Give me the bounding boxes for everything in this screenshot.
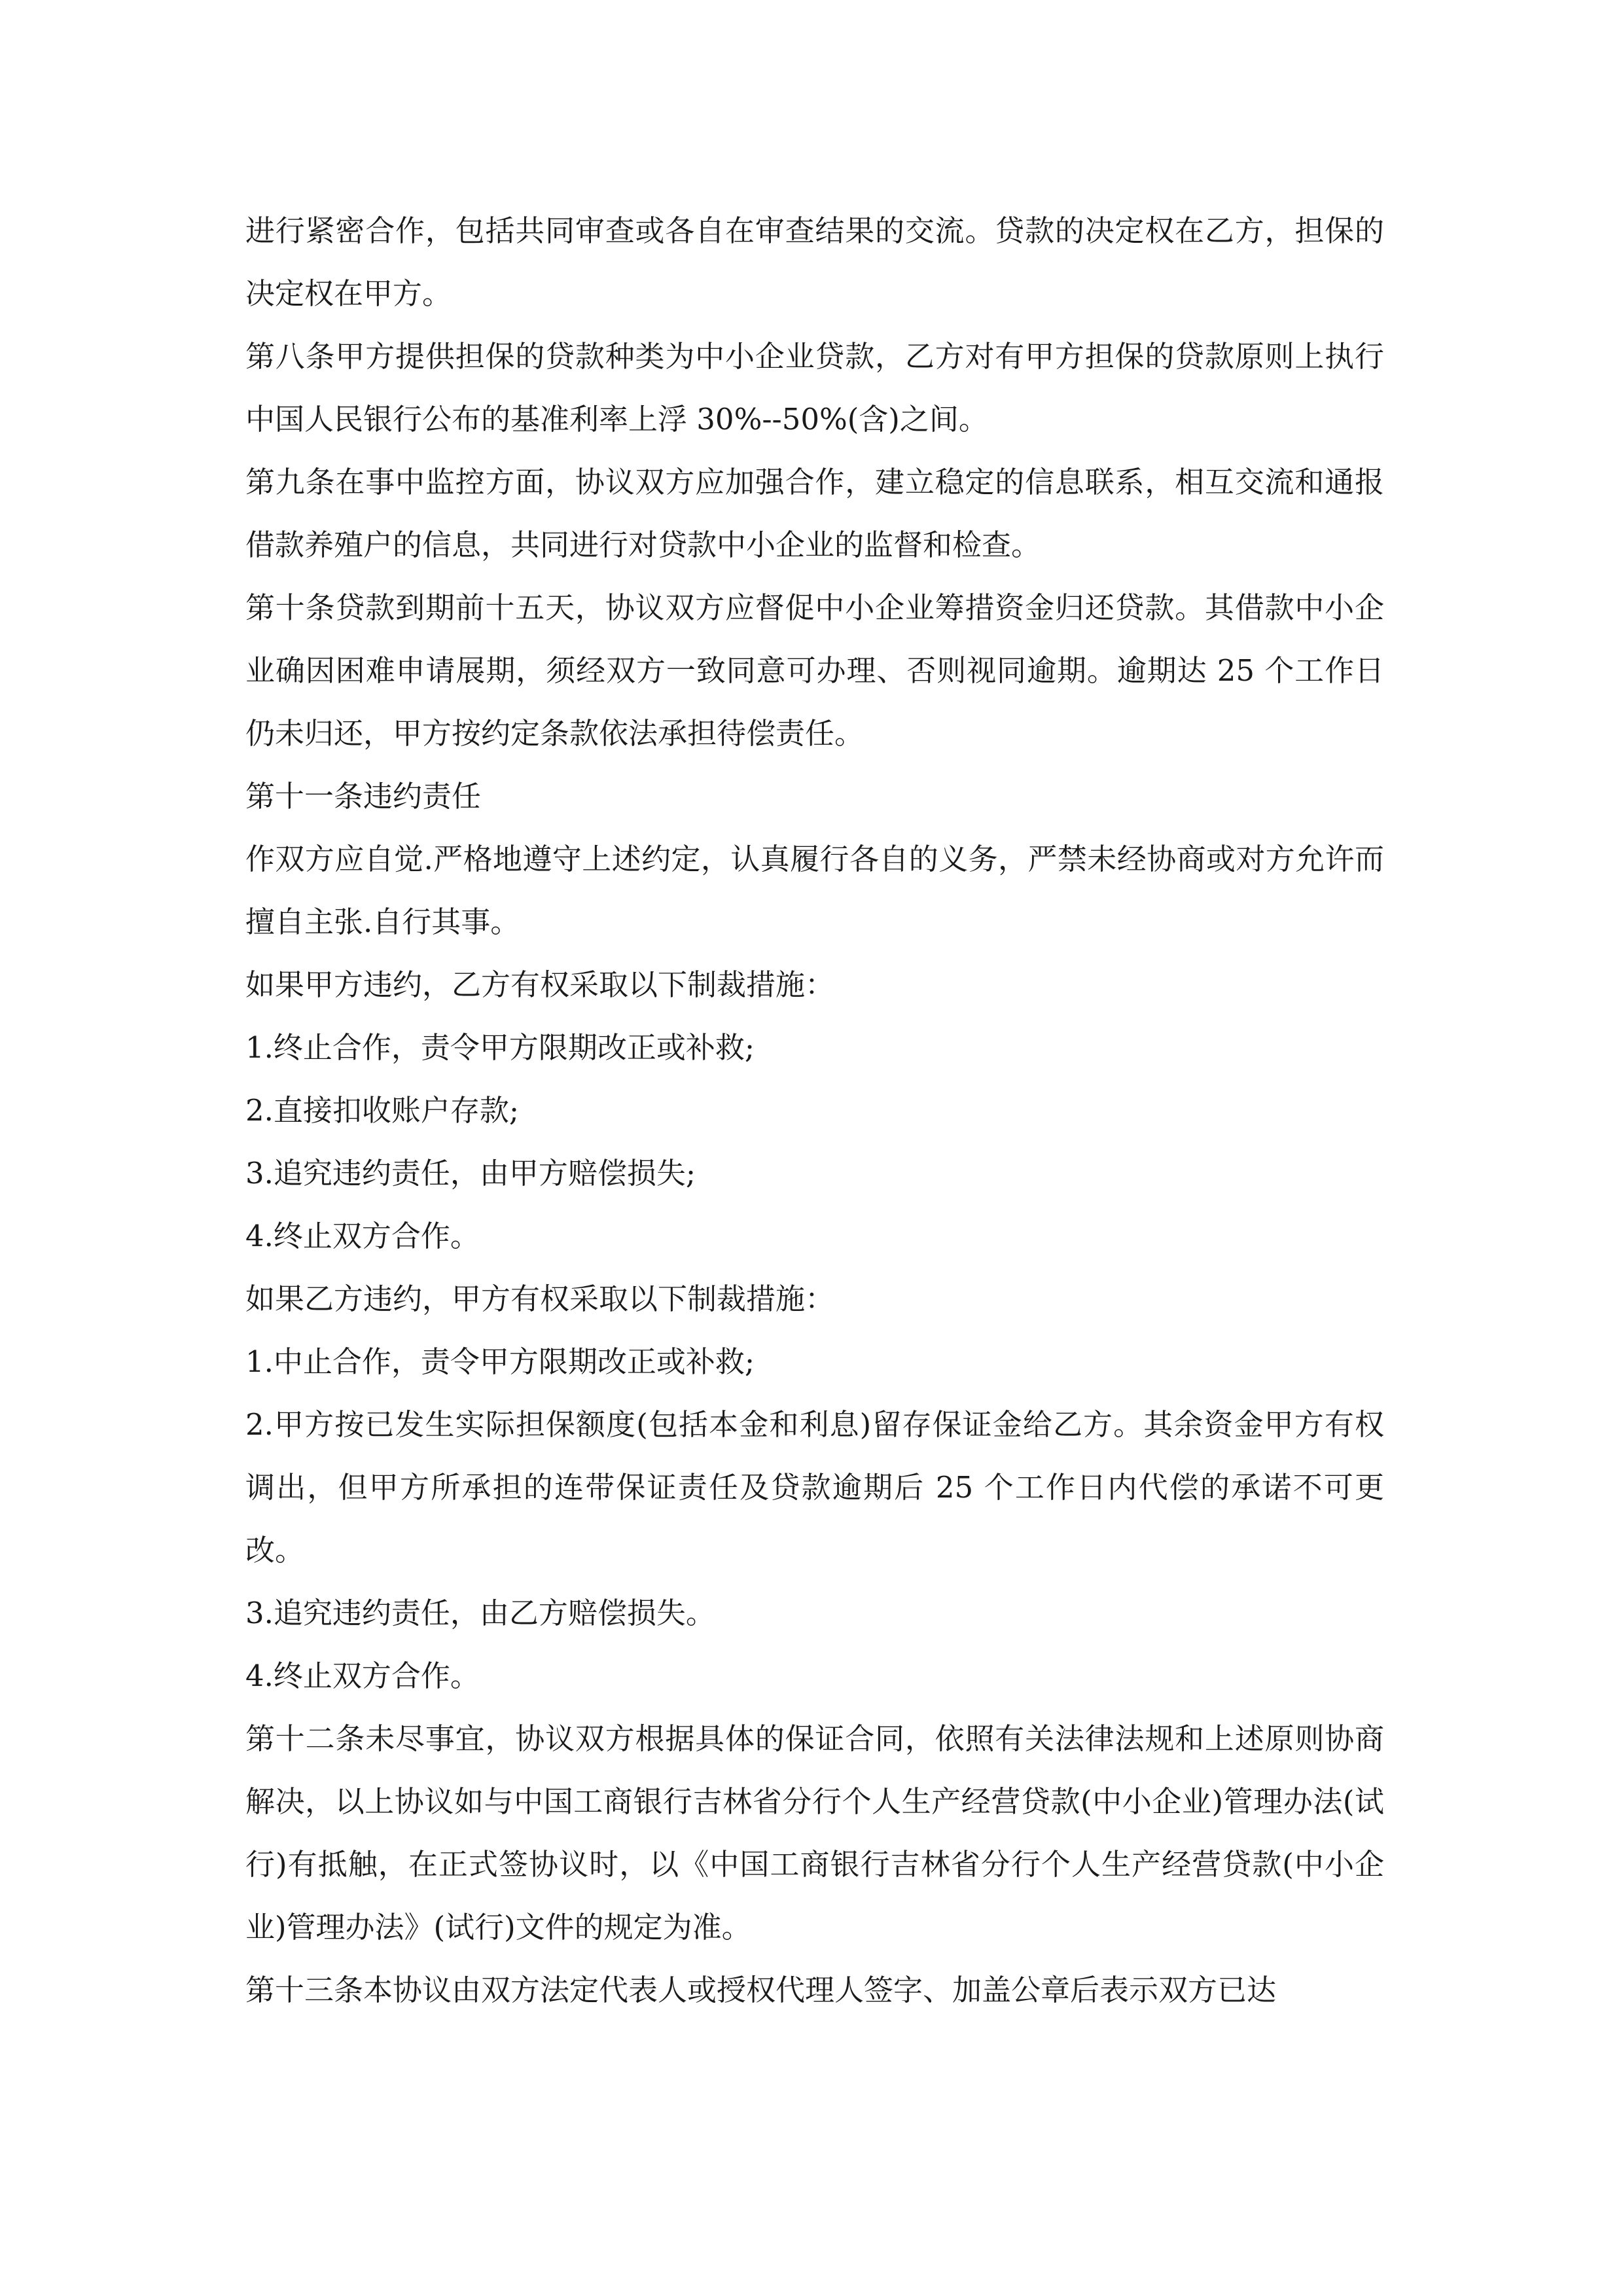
- paragraph-article-10: 第十条贷款到期前十五天，协议双方应督促中小企业筹措资金归还贷款。其借款中小企业确因困难申请展期，须经双方一致同意可办理、否则视同逾期。逾期达 25 个工作日仍未归还，甲方按约定条款依法承担待偿责任。: [245, 590, 1384, 751]
- paragraph-article-12: 第十二条未尽事宜，协议双方根据具体的保证合同，依照有关法律法规和上述原则协商解决，以上协议如与中国工商银行吉林省分行个人生产经营贷款(中小企业)管理办法(试行)有抵触，在正式签协议时，以《中国工商银行吉林省分行个人生产经营贷款(中小企业)管理办法》(试行)文件的规定为准。: [245, 1721, 1384, 1945]
- document-body: [245, 200, 1384, 2022]
- paragraph-article-9: 第九条在事中监控方面，协议双方应加强合作，建立稳定的信息联系，相互交流和通报借款养殖户的信息，共同进行对贷款中小企业的监督和检查。: [245, 465, 1384, 562]
- paragraph-article-13: 第十三条本协议由双方法定代表人或授权代理人签字、加盖公章后表示双方已达: [245, 1973, 1277, 2007]
- list-item-b-1: 1.中止合作，责令甲方限期改正或补救;: [245, 1344, 755, 1379]
- paragraph-party-b-breach: 如果乙方违约，甲方有权采取以下制裁措施：: [245, 1282, 835, 1316]
- list-item-b-2: 2.甲方按已发生实际担保额度(包括本金和利息)留存保证金给乙方。其余资金甲方有权调出，但甲方所承担的连带保证责任及贷款逾期后 25 个工作日内代偿的承诺不可更改。: [245, 1407, 1384, 1568]
- list-item-b-4: 4.终止双方合作。: [245, 1659, 480, 1693]
- paragraph-continuation: 进行紧密合作，包括共同审查或各自在审查结果的交流。贷款的决定权在乙方，担保的决定权在甲方。: [245, 213, 1384, 311]
- paragraph-party-a-breach: 如果甲方违约，乙方有权采取以下制裁措施：: [245, 967, 835, 1002]
- paragraph-article-11-heading: 第十一条违约责任: [245, 779, 482, 814]
- list-item-b-3: 3.追究违约责任，由乙方赔偿损失。: [245, 1596, 715, 1630]
- paragraph-article-8: 第八条甲方提供担保的贷款种类为中小企业贷款，乙方对有甲方担保的贷款原则上执行中国人民银行公布的基准利率上浮 30%--50%(含)之间。: [245, 339, 1384, 437]
- list-item-a-4: 4.终止双方合作。: [245, 1219, 480, 1253]
- paragraph-article-11-body: 作双方应自觉.严格地遵守上述约定，认真履行各自的义务，严禁未经协商或对方允许而擅自主张.自行其事。: [245, 842, 1384, 939]
- list-item-a-1: 1.终止合作，责令甲方限期改正或补救;: [245, 1030, 755, 1065]
- list-item-a-3: 3.追究违约责任，由甲方赔偿损失;: [245, 1156, 696, 1191]
- list-item-a-2: 2.直接扣收账户存款;: [245, 1093, 520, 1128]
